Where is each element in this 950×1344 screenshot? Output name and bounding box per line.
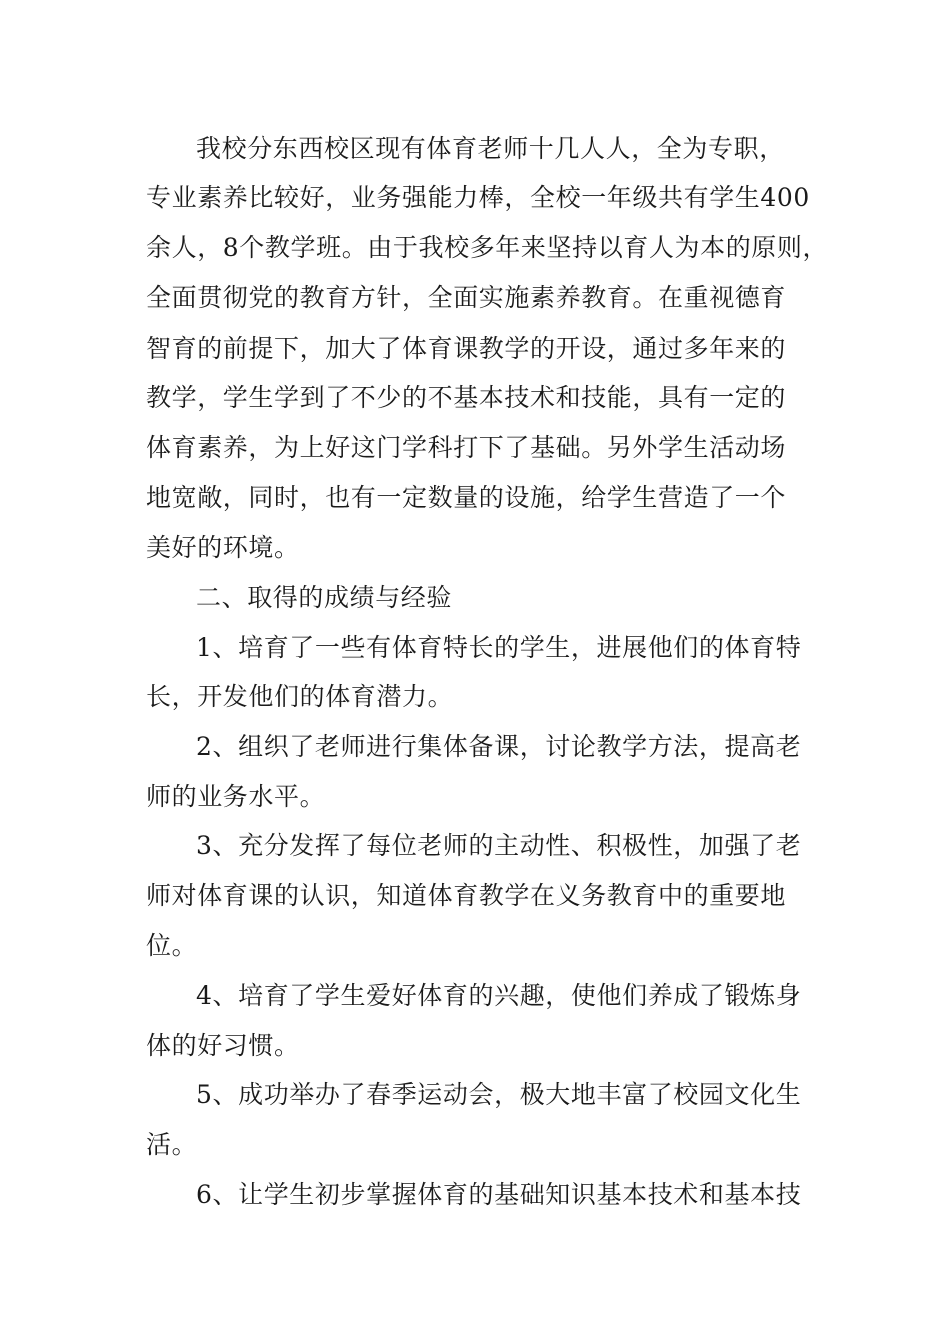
- text-line: 体的好习惯。: [146, 1031, 300, 1060]
- list-item: 1、培育了一些有体育特长的学生，进展他们的体育特: [196, 633, 802, 662]
- text-line: 专业素养比较好，业务强能力棒，全校一年级共有学生400: [146, 183, 810, 212]
- text-line: 师的业务水平。: [146, 782, 326, 811]
- list-item: 5、成功举办了春季运动会，极大地丰富了校园文化生: [196, 1080, 802, 1109]
- list-item: 2、组织了老师进行集体备课，讨论教学方法，提高老: [196, 732, 802, 761]
- text-line: 师对体育课的认识，知道体育教学在义务教育中的重要地: [146, 881, 787, 910]
- text-line: 教学，学生学到了不少的不基本技术和技能，具有一定的: [146, 383, 787, 412]
- text-line: 美好的环境。: [146, 533, 300, 562]
- section-heading: 二、取得的成绩与经验: [196, 583, 453, 612]
- text-line: 我校分东西校区现有体育老师十几人人，全为专职，: [196, 134, 785, 163]
- text-line: 地宽敞，同时，也有一定数量的设施，给学生营造了一个: [146, 483, 787, 512]
- text-line: 位。: [146, 931, 198, 960]
- text-line: 活。: [146, 1130, 198, 1159]
- text-line: 体育素养，为上好这门学科打下了基础。另外学生活动场: [146, 433, 787, 462]
- list-item: 6、让学生初步掌握体育的基础知识基本技术和基本技: [196, 1180, 802, 1209]
- text-line: 长，开发他们的体育潜力。: [146, 682, 454, 711]
- list-item: 4、培育了学生爱好体育的兴趣，使他们养成了锻炼身: [196, 981, 802, 1010]
- text-line: 全面贯彻党的教育方针，全面实施素养教育。在重视德育: [146, 283, 787, 312]
- text-line: 智育的前提下，加大了体育课教学的开设，通过多年来的: [146, 334, 787, 363]
- list-item: 3、充分发挥了每位老师的主动性、积极性，加强了老: [196, 831, 802, 860]
- text-line: 余人，8个教学班。由于我校多年来坚持以育人为本的原则，: [146, 233, 829, 262]
